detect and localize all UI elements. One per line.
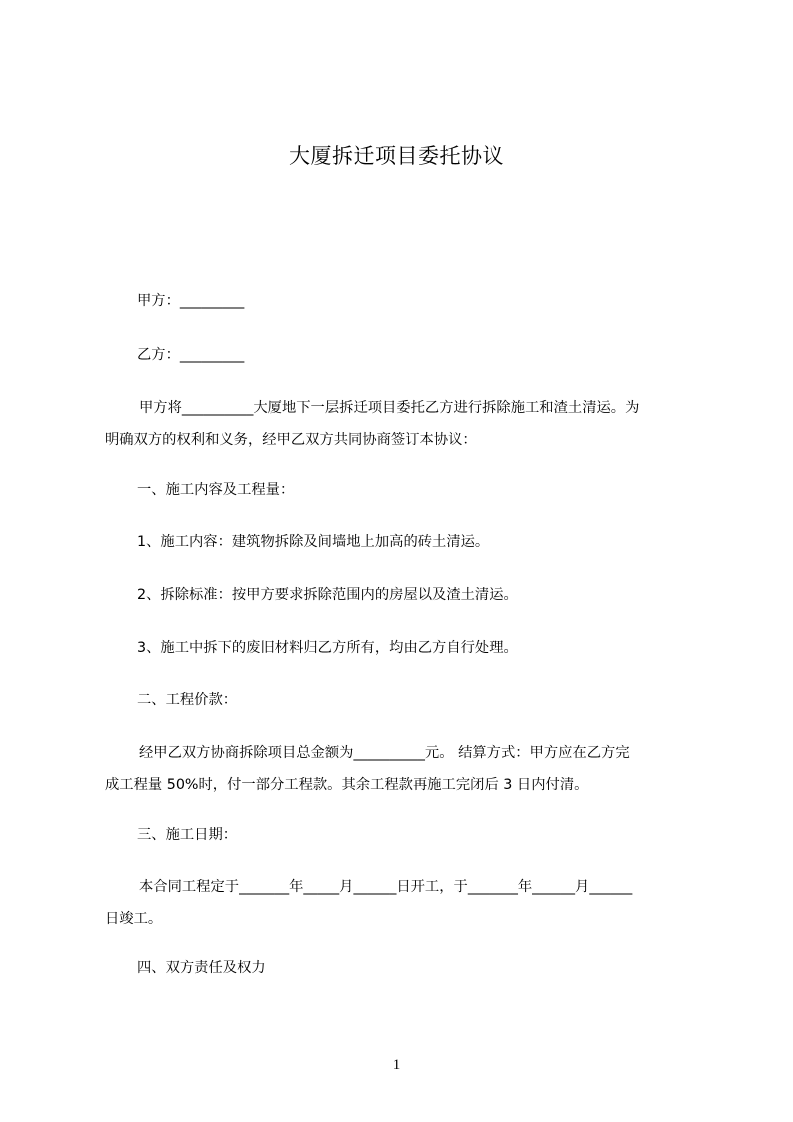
intro-line-2: 明确双方的权利和义务，经甲乙双方共同协商签订本协议： <box>105 432 477 448</box>
section2-heading: 二、工程价款： <box>137 692 238 708</box>
section1-item-1: 1、施工内容：建筑物拆除及间墙地上加高的砖土清运。 <box>137 534 490 550</box>
section2-paragraph <box>105 743 705 807</box>
intro-line-1: 甲方将__________大厦地下一层拆迁项目委托乙方进行拆除施工和渣土清运。为 <box>139 400 640 416</box>
section1-heading: 一、施工内容及工程量： <box>137 482 295 498</box>
section1-item-3: 3、施工中拆下的废旧材料归乙方所有，均由乙方自行处理。 <box>137 640 518 656</box>
section3-paragraph <box>105 877 705 941</box>
intro-paragraph <box>105 398 705 462</box>
party-b-line: 乙方：_________ <box>137 347 245 363</box>
section2-line-1: 经甲乙双方协商拆除项目总金额为__________元。 结算方式：甲方应在乙方完 <box>139 745 630 761</box>
page-number: 1 <box>392 1057 401 1073</box>
section3-line-1: 本合同工程定于_______年_____月______日开工，于_______年______月______ <box>139 879 633 895</box>
section3-line-2: 日竣工。 <box>105 911 163 927</box>
party-a-line: 甲方：_________ <box>137 293 245 309</box>
section2-line-2: 成工程量 50%时，付一部分工程款。其余工程款再施工完闭后 3 日内付清。 <box>105 777 589 793</box>
section3-heading: 三、施工日期： <box>137 827 238 843</box>
section4-heading: 四、双方责任及权力 <box>137 960 266 976</box>
document-title: 大厦拆迁项目委托协议 <box>289 144 504 168</box>
section1-item-2: 2、拆除标准：按甲方要求拆除范围内的房屋以及渣土清运。 <box>137 587 518 603</box>
